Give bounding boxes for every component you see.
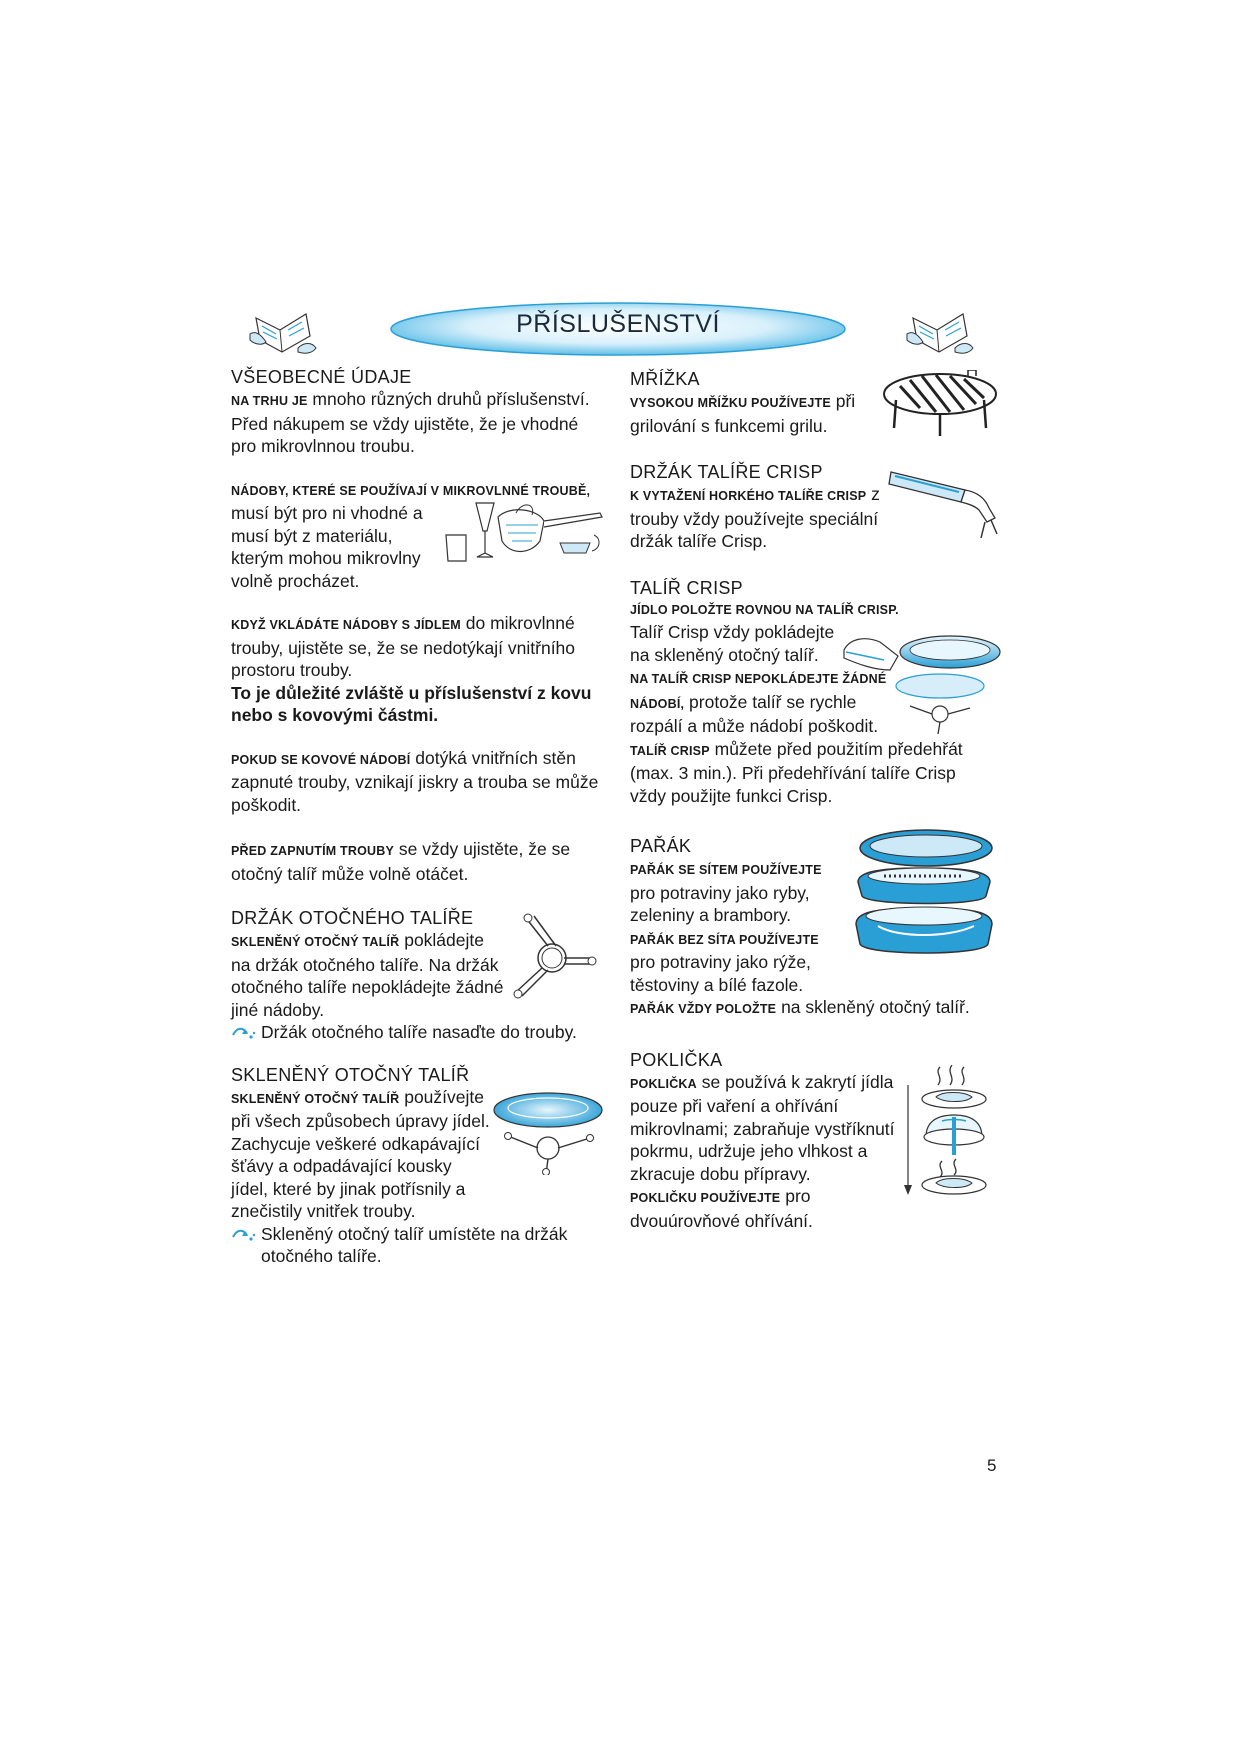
general-paragraph-5: PŘED ZAPNUTÍM TROUBY se vždy ujistěte, že se otočný talíř může volně otáčet. (231, 839, 571, 884)
instruction-arrow-icon (231, 1023, 255, 1041)
metal-warning: To je důležité zvláště u příslušenství z kovu nebo s kovovými částmi. (231, 682, 592, 725)
crisp-plate-text-1: Talíř Crisp vždy pokládejte na skleněný otočný talíř. (630, 622, 835, 665)
turntable-support-heading: DRŽÁK OTOČNÉHO TALÍŘE (231, 908, 474, 928)
turntable-support-text: SKLENĚNÝ OTOČNÝ TALÍŘ pokládejte na držák otočného talíře. Na držák otočného talíře nepokládejte žádné jiné nádoby. (231, 930, 504, 1020)
steamer-illustration (848, 826, 1000, 966)
rack-heading: MŘÍŽKA (630, 369, 700, 389)
general-paragraph-2: NÁDOBY, KTERÉ SE POUŽÍVAJÍ V MIKROVLNNÉ TROUBĚ, musí být pro ni vhodné a musí být z materiálu, kterým mohou mikrovlny volně procházet. (231, 483, 591, 591)
cover-text-2: POKLIČKU POUŽÍVEJTE pro dvouúrovňové ohřívání. (630, 1186, 813, 1231)
crisp-plate-lead: JÍDLO POLOŽTE ROVNOU NA TALÍŘ CRISP. (630, 602, 899, 617)
glass-turntable-bullet: Skleněný otočný talíř umístěte na držák otočného talíře. (231, 1223, 606, 1268)
steamer-heading: PAŘÁK (630, 836, 692, 856)
rack-text: VYSOKOU MŘÍŽKU POUŽÍVEJTE při grilování s funkcemi grilu. (630, 391, 856, 436)
steamer-text-2: PAŘÁK BEZ SÍTA POUŽÍVEJTE pro potraviny jako rýže, těstoviny a bílé fazole. (630, 932, 819, 995)
crisp-plate-heading: TALÍŘ CRISP (630, 577, 743, 598)
crisp-plate-illustration (840, 620, 1005, 735)
general-paragraph-3: KDYŽ VKLÁDÁTE NÁDOBY S JÍDLEM do mikrovlnné trouby, ujistěte se, že se nedotýkají vnitřního prostoru trouby. (231, 613, 576, 680)
containers-illustration (440, 495, 610, 570)
crisp-plate-text-2: NA TALÍŘ CRISP NEPOKLÁDEJTE ŽÁDNÉ NÁDOBÍ, protože talíř se rychle rozpálí a může nádobí poškodit. (630, 672, 887, 736)
general-paragraph-4: POKUD SE KOVOVÉ NÁDOBÍ dotýká vnitřních stěn zapnuté trouby, vznikají jiskry a trouba se může poškodit. (231, 747, 599, 815)
crisp-handle-illustration (885, 462, 1005, 542)
glass-turntable-illustration (490, 1090, 610, 1175)
rack-illustration (880, 370, 1002, 440)
steamer-text-3: PAŘÁK VŽDY POLOŽTE na skleněný otočný talíř. (630, 997, 970, 1017)
cover-text-1: POKLIČKA se používá k zakrytí jídla pouze při vaření a ohřívání mikrovlnami; zabraňuje vystříknutí pokrmu, udržuje jeho vlhkost a zkracuje dobu přípravy. (630, 1071, 895, 1184)
crisp-plate-text-3: TALÍŘ CRISP můžete před použitím předehřát (max. 3 min.). Při předehřívání talíře Crisp vždy použijte funkci Crisp. (630, 738, 963, 806)
turntable-support-illustration (508, 912, 598, 1002)
book-hands-icon-right (905, 308, 975, 358)
glass-turntable-text: SKLENĚNÝ OTOČNÝ TALÍŘ používejte při všech způsobech úpravy jídel. Zachycuje veškeré odkapávající šťávy a odpadávající kousky jídel, které by jinak potřísnily a znečistily vnitřek trouby. (231, 1086, 490, 1221)
turntable-support-bullet: Držák otočného talíře nasaďte do trouby. (231, 1021, 606, 1044)
steamer-text-1: PAŘÁK SE SÍTEM POUŽÍVEJTE pro potraviny jako ryby, zeleniny a brambory. (630, 863, 822, 925)
page-title: PŘÍSLUŠENSTVÍ (516, 310, 720, 338)
crisp-handle-text: K VYTAŽENÍ HORKÉHO TALÍŘE CRISP z trouby vždy používejte speciální držák talíře Crisp. (630, 484, 880, 551)
glass-turntable-heading: SKLENĚNÝ OTOČNÝ TALÍŘ (231, 1064, 470, 1085)
book-hands-icon-left (248, 308, 318, 358)
instruction-arrow-icon (231, 1225, 255, 1243)
cover-heading: POKLIČKA (630, 1049, 723, 1070)
general-paragraph-1: NA TRHU JE mnoho různých druhů příslušenství. Před nákupem se vždy ujistěte, že je vhodné pro mikrovlnnou troubu. (231, 389, 590, 456)
page-number: 5 (987, 1456, 997, 1475)
crisp-handle-heading: DRŽÁK TALÍŘE CRISP (630, 462, 823, 482)
cover-illustration (902, 1065, 1002, 1200)
general-heading: VŠEOBECNÉ ÚDAJE (231, 367, 412, 387)
